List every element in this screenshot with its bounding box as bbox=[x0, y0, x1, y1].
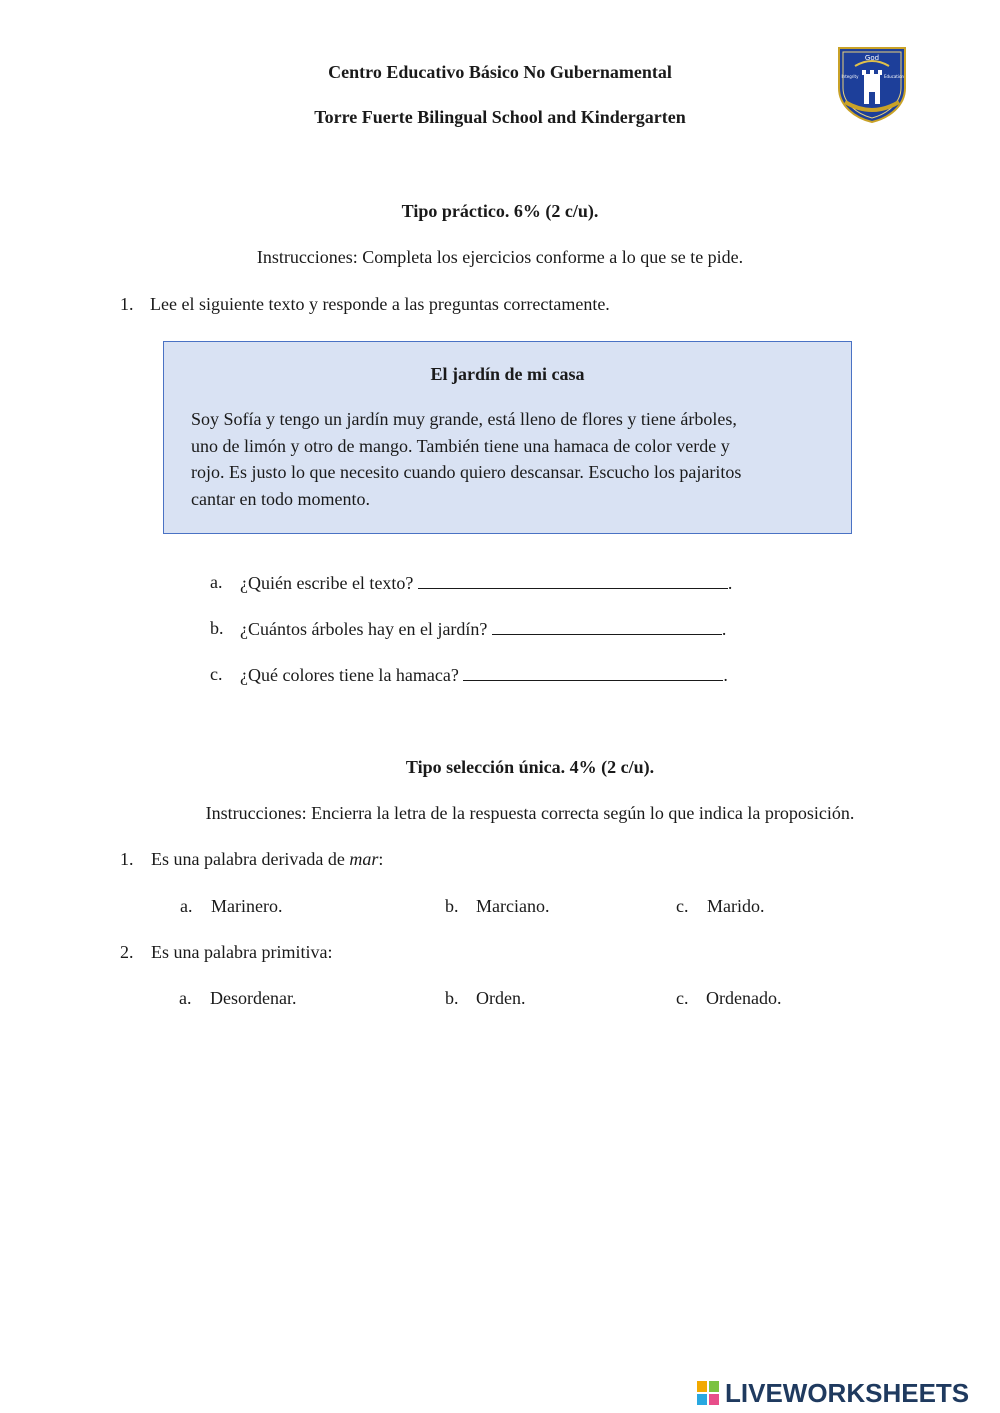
section1-instructions: Instrucciones: Completa los ejercicios conforme a lo que se te pide. bbox=[256, 247, 744, 267]
item-text: Lee el siguiente texto y responde a las preguntas correctamente. bbox=[150, 294, 610, 314]
option-text: Marciano. bbox=[476, 896, 550, 916]
option-marker[interactable]: b. bbox=[445, 988, 459, 1008]
crest-icon bbox=[833, 44, 911, 124]
school-name-line2: Torre Fuerte Bilingual School and Kindergarten bbox=[314, 107, 686, 127]
item-statement bbox=[151, 849, 383, 870]
option-marker[interactable]: c. bbox=[676, 988, 689, 1008]
question-a bbox=[240, 572, 732, 594]
passage-line: uno de limón y otro de mango. También tiene una hamaca de color verde y bbox=[191, 435, 730, 456]
question-c bbox=[240, 664, 728, 686]
passage-title: El jardín de mi casa bbox=[430, 364, 585, 384]
reading-passage-box bbox=[163, 341, 852, 534]
option-text: Marinero. bbox=[211, 896, 283, 916]
school-crest-logo bbox=[833, 44, 911, 124]
option-marker[interactable]: a. bbox=[180, 896, 193, 916]
item-statement bbox=[151, 942, 332, 963]
option-text: Orden. bbox=[476, 988, 526, 1008]
crest-top-text: God bbox=[864, 54, 880, 62]
question-text: ¿Qué colores tiene la hamaca? bbox=[240, 665, 459, 685]
crest-left-text: Integrity bbox=[841, 74, 859, 79]
section2-title: Tipo selección única. 4% (2 c/u). bbox=[405, 757, 655, 777]
liveworksheets-footer bbox=[697, 1378, 993, 1408]
question-marker: c. bbox=[210, 664, 223, 684]
option-marker[interactable]: b. bbox=[445, 896, 459, 916]
section2-instructions: Instrucciones: Encierra la letra de la respuesta correcta según lo que indica la proposición. bbox=[205, 803, 855, 823]
statement-italic-word: mar bbox=[349, 849, 379, 869]
question-b bbox=[240, 618, 726, 640]
question-end: . bbox=[727, 573, 733, 593]
question-marker: b. bbox=[210, 618, 224, 638]
item-number: 1. bbox=[120, 849, 134, 869]
liveworksheets-logo-icon bbox=[697, 1381, 719, 1405]
statement-text: Es una palabra primitiva: bbox=[151, 942, 333, 962]
passage-line: rojo. Es justo lo que necesito cuando quiero descansar. Escucho los pajaritos bbox=[191, 462, 742, 482]
question-marker: a. bbox=[210, 572, 223, 592]
school-name-line1: Centro Educativo Básico No Gubernamental bbox=[328, 62, 672, 82]
option-text: Marido. bbox=[707, 896, 765, 916]
question-text: ¿Cuántos árboles hay en el jardín? bbox=[240, 619, 488, 639]
passage-line: cantar en todo momento. bbox=[191, 488, 370, 509]
item-number: 2. bbox=[120, 942, 134, 962]
option-text: Ordenado. bbox=[706, 988, 782, 1008]
crest-right-text: Education bbox=[884, 74, 904, 79]
option-marker[interactable]: a. bbox=[179, 988, 192, 1008]
section1-title: Tipo práctico. 6% (2 c/u). bbox=[401, 201, 599, 221]
liveworksheets-brand: LIVEWORKSHEETS bbox=[725, 1377, 970, 1408]
option-text: Desordenar. bbox=[210, 988, 297, 1008]
statement-end: : bbox=[378, 849, 384, 869]
passage-line: Soy Sofía y tengo un jardín muy grande, está lleno de flores y tiene árboles, bbox=[191, 409, 737, 429]
answer-blank[interactable] bbox=[492, 618, 722, 635]
item-number: 1. bbox=[120, 294, 134, 314]
statement-text: Es una palabra derivada de bbox=[151, 849, 350, 869]
question-text: ¿Quién escribe el texto? bbox=[240, 573, 414, 593]
answer-blank[interactable] bbox=[463, 664, 723, 681]
passage-text bbox=[191, 406, 831, 512]
answer-blank[interactable] bbox=[418, 572, 728, 589]
option-marker[interactable]: c. bbox=[676, 896, 689, 916]
question-end: . bbox=[721, 619, 727, 639]
question-end: . bbox=[723, 665, 728, 685]
